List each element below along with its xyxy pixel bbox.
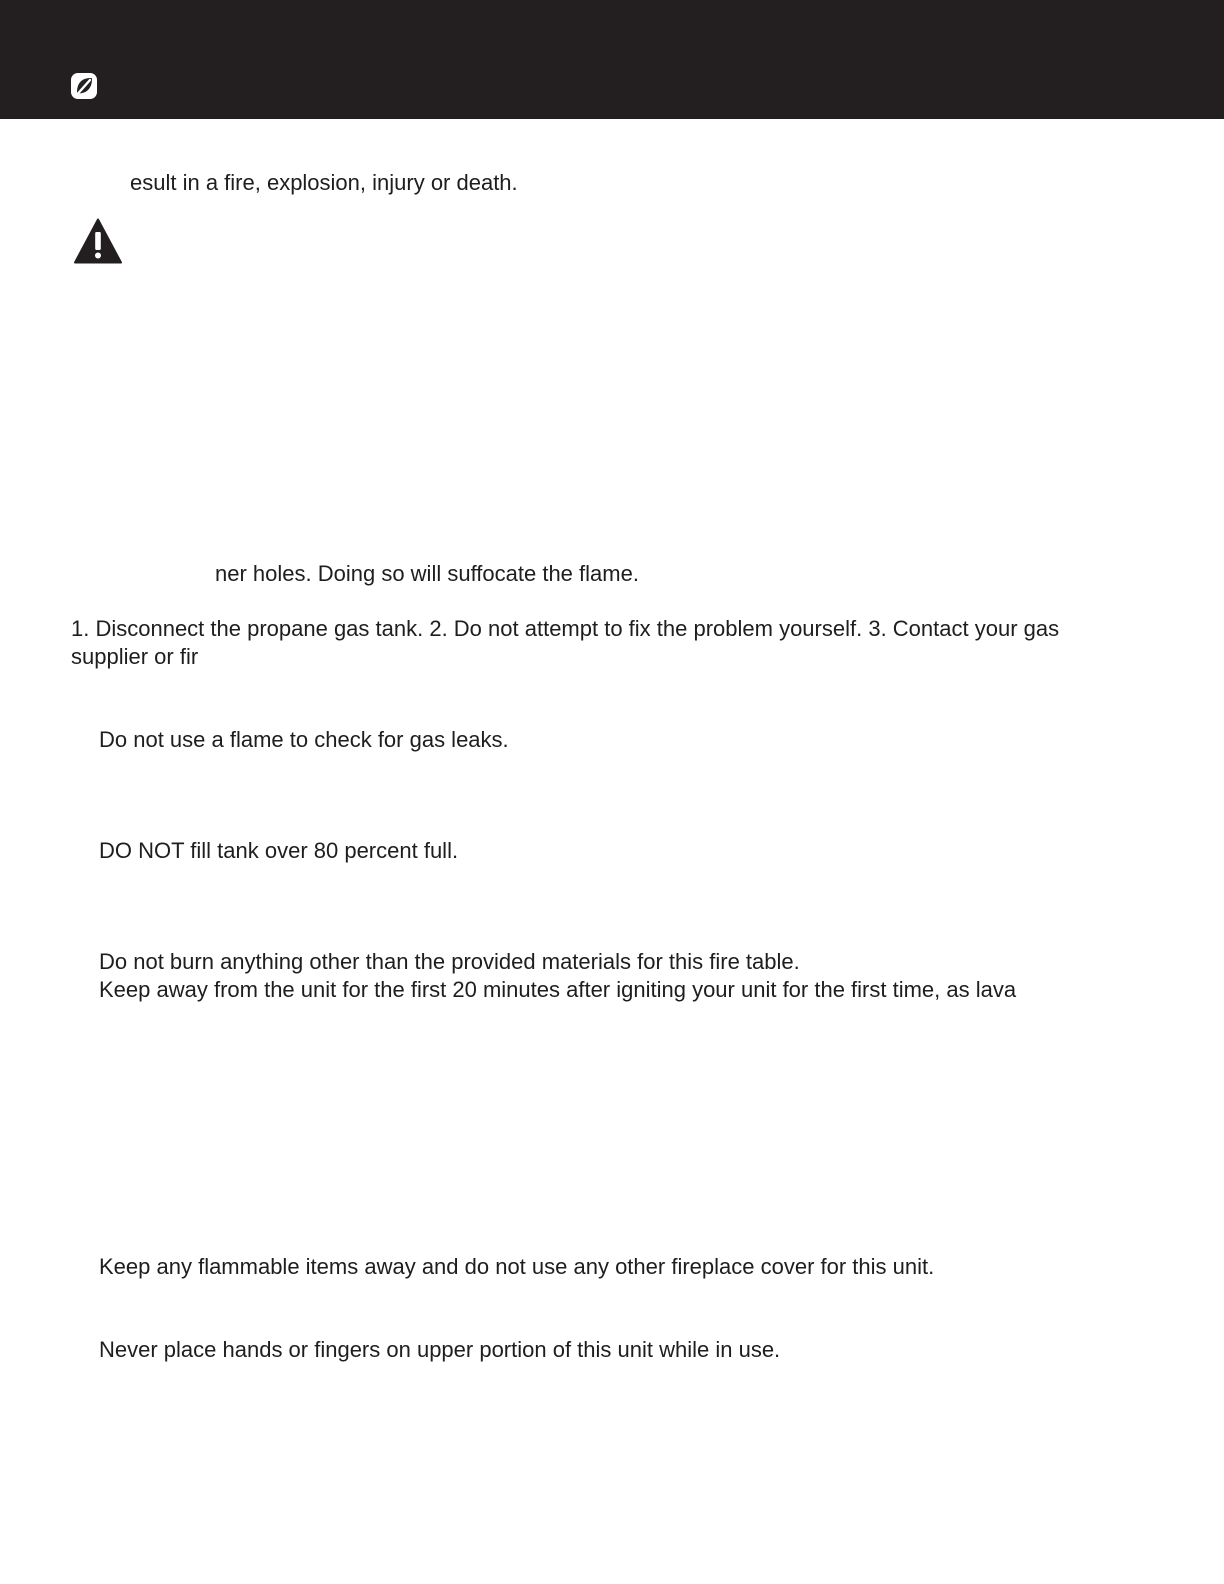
hands-fingers-text: Never place hands or fingers on upper portion of this unit while in use. — [99, 1337, 781, 1362]
warning-triangle-icon — [74, 218, 122, 264]
keep-away-text: Keep away from the unit for the first 20 minutes after igniting your unit for the first time, as lava — [99, 977, 1017, 1002]
gas-steps-line-2: supplier or fir — [71, 644, 199, 669]
header-bar — [0, 0, 1224, 119]
leaf-logo-icon — [71, 73, 97, 99]
fire-result-text: esult in a fire, explosion, injury or death. — [130, 170, 518, 195]
tank-fill-text: DO NOT fill tank over 80 percent full. — [99, 838, 459, 863]
no-flame-check-text: Do not use a flame to check for gas leaks. — [99, 727, 509, 752]
gas-steps-line-1: 1. Disconnect the propane gas tank. 2. Do not attempt to fix the problem yourself. 3. Contact your gas — [71, 616, 1060, 641]
burner-holes-text: ner holes. Doing so will suffocate the flame. — [215, 561, 639, 586]
burn-materials-text: Do not burn anything other than the provided materials for this fire table. — [99, 949, 800, 974]
flammable-items-text: Keep any flammable items away and do not use any other fireplace cover for this unit. — [99, 1254, 935, 1279]
